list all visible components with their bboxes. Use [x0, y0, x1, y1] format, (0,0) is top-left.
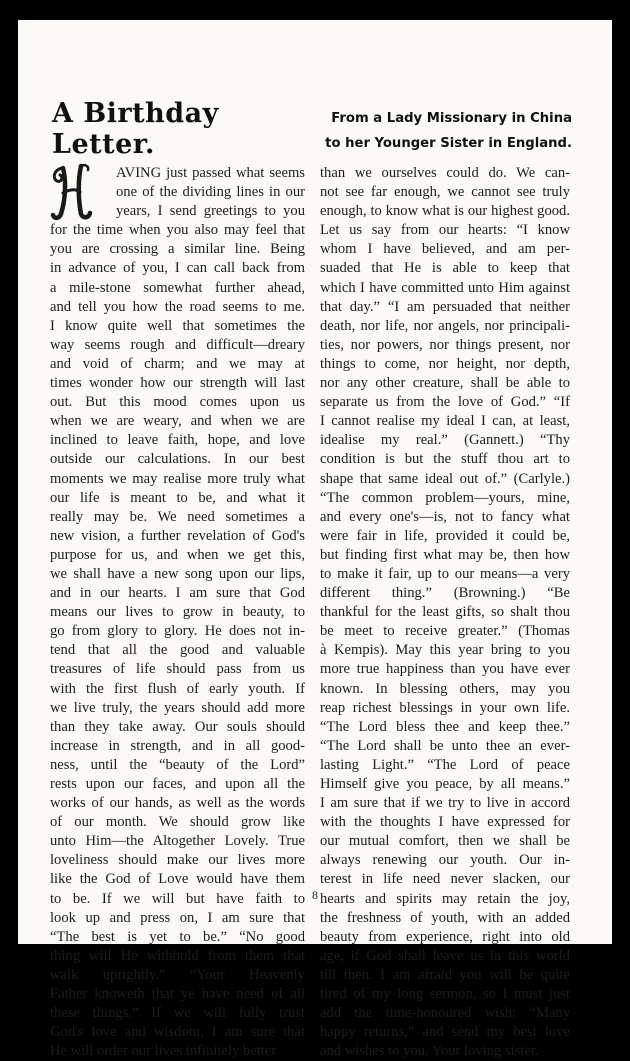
article-title	[52, 98, 282, 160]
left-column-line: loveliness should make our lives more	[50, 852, 305, 869]
left-column-line: like the God of Love would have them	[50, 871, 305, 888]
right-column-line: idealise my real.” (Gannett.) “Thy	[320, 432, 570, 449]
page-number: 8	[312, 888, 318, 902]
right-column-line: than we ourselves could do. We can-	[320, 165, 570, 181]
left-column-line: I know quite well that sometimes the	[50, 317, 305, 334]
left-column-line: years, I send greetings to you	[116, 203, 305, 220]
left-column-text	[50, 164, 305, 1061]
left-column-line: than they take away. Our souls should	[50, 718, 305, 735]
right-column-line: always renewing our youth. Our in-	[320, 852, 570, 869]
left-column-line: really may be. We need sometimes a	[50, 508, 305, 525]
subtitle-line-2: to her Younger Sister in England.	[325, 136, 572, 151]
right-column-line: and every one's—is, not to fancy what	[320, 508, 570, 525]
right-column-line: which I have committed unto Him against	[320, 279, 570, 296]
right-column-line: separate us from the love of God.” “If	[320, 394, 570, 411]
right-column-line: to make it fair, up to our means—a very	[320, 565, 570, 582]
left-column-line: look up and press on, I am sure that	[50, 909, 305, 926]
left-column-line: in advance of you, I can call back from	[50, 260, 305, 277]
right-column-line: à Kempis). May this year bring to you	[320, 642, 570, 659]
left-column-line: inclined to leave faith, hope, and love	[50, 432, 305, 449]
title-line-1: A Birthday	[52, 98, 219, 129]
right-column-line: whom I have believed, and am per-	[320, 241, 570, 258]
right-column-line: that day.” “I am persuaded that neither	[320, 298, 570, 315]
left-column-line: walk uprightly.” “Your Heavenly	[50, 966, 305, 983]
right-column-line: enough, to know what is our highest good.	[320, 203, 570, 220]
right-column-line: I cannot realise my ideal I can, at least,	[320, 413, 570, 430]
right-column-line: till then. I am afraid you will be quite	[320, 966, 570, 983]
left-column-line: God's love and wisdom, I am sure that	[50, 1024, 305, 1041]
right-column-line: with the thoughts I have expressed for	[320, 814, 570, 831]
right-column-line: Himself give you peace, by all means.”	[320, 776, 570, 792]
right-column-line: different thing.” (Browning.) “Be	[320, 585, 570, 602]
right-column-line: “The Lord shall be unto thee an ever-	[320, 737, 570, 754]
right-column-line: “The Lord bless thee and keep thee.”	[320, 718, 570, 735]
right-column-line: our mutual comfort, then we shall be	[320, 833, 570, 850]
left-column-line: rests upon our faces, and upon all the	[50, 776, 305, 792]
left-column-line: a mile-stone somewhat further ahead,	[50, 279, 305, 296]
right-column-line: but finding first what may be, then how	[320, 546, 570, 563]
right-column-line: death, nor life, nor angels, nor principali-	[320, 317, 570, 334]
left-column-line: new vision, a further revelation of God's	[50, 527, 305, 544]
left-column-line: to be. If we will but have faith to	[50, 890, 305, 907]
right-column-line: hearts and spirits may retain the joy,	[320, 890, 570, 907]
right-column-line: beauty from experience, right into old	[320, 928, 570, 945]
right-column-line: not see far enough, we cannot see truly	[320, 184, 570, 201]
right-column-line: shape that same ideal out of.” (Carlyle.)	[320, 470, 570, 487]
right-column-line: age, if God shall leave us in this world	[320, 947, 570, 964]
left-column-line: works of our hands, as well as the words	[50, 795, 305, 812]
left-column-line: purpose for us, and when we get this,	[50, 546, 305, 563]
right-column-line: lasting Light.” “The Lord of peace	[320, 756, 570, 773]
right-column-line: things to come, nor height, nor depth,	[320, 355, 570, 372]
right-column-line: I am sure that if we try to live in accord	[320, 795, 570, 812]
left-column-line: you are crossing a similar line. Being	[50, 241, 305, 258]
left-column-line: times wonder how our strength will last	[50, 375, 305, 392]
left-column-line: He will order our lives infinitely better	[50, 1043, 277, 1060]
right-column-line: ties, nor powers, nor things present, nor	[320, 336, 570, 353]
title-line-2: Letter.	[52, 129, 155, 160]
left-column-line: way seems rough and difficult—dreary	[50, 336, 305, 353]
right-column-line: nor any other creature, shall be able to	[320, 375, 570, 392]
left-column-line: moments we may realise more truly what	[50, 470, 305, 487]
right-column-line: happy returns,” and send my best love	[320, 1024, 570, 1041]
right-column-line: condition is but the stuff thou art to	[320, 451, 570, 468]
left-column-line: “The best is yet to be.” “No good	[50, 928, 305, 945]
left-column-line: and tell you how the road seems to me.	[50, 298, 305, 315]
left-column-line: tend that all the good and valuable	[50, 642, 305, 659]
right-column-line: suaded that He is able to keep that	[320, 260, 570, 277]
left-column-line: our life is meant to be, and what it	[50, 489, 305, 506]
subtitle-line-1: From a Lady Missionary in China	[331, 111, 572, 126]
left-column-line: we live truly, the years should add more	[50, 699, 305, 716]
left-column-line: one of the dividing lines in our	[116, 184, 305, 201]
right-column-line: Let us say from our hearts: “I know	[320, 222, 570, 239]
left-column-line: out. But this mood comes upon us	[50, 394, 305, 411]
left-column-line: and void of charm; and we may at	[50, 355, 305, 372]
left-column-line: means our lives to grow in beauty, to	[50, 604, 305, 621]
left-column-line: we shall have a new song upon our lips,	[50, 565, 305, 582]
right-column-line: be meet to receive greater.” (Thomas	[320, 623, 570, 640]
left-column-line: ness, until the “beauty of the Lord”	[50, 756, 305, 773]
right-column-line: “The common problem—yours, mine,	[320, 489, 570, 506]
right-column-line: known. In blessing others, may you	[320, 680, 570, 697]
left-column-line: when we are weary, and when we are	[50, 413, 305, 430]
right-column-line: and wishes to you. Your loving sister.	[320, 1043, 539, 1060]
left-column-line: with the first flush of early youth. If	[50, 680, 305, 697]
right-column-line: the freshness of youth, with an added	[320, 909, 570, 926]
right-column-line: more true happiness than you have ever	[320, 661, 570, 678]
left-column-line: increase in strength, and in all good-	[50, 737, 305, 754]
right-column-line: terest in life need never slacken, our	[320, 871, 570, 888]
right-column-line: reap richest blessings in your own life.	[320, 699, 570, 716]
left-column-line: thing will He withhold from them that	[50, 947, 305, 964]
left-column-line: these things.” If we will fully trust	[50, 1005, 305, 1022]
left-column-line: treasures of life should pass from us	[50, 661, 305, 678]
right-column-line: thankful for the least gifts, so shalt thou	[320, 604, 570, 621]
left-column-line: AVING just passed what seems	[116, 165, 305, 181]
left-column-line: and in our hearts. I am sure that God	[50, 585, 305, 602]
left-column-line: outside our calculations. In our best	[50, 451, 305, 468]
right-column-text	[320, 164, 570, 1061]
right-column-line: tired of my long sermon, so I must just	[320, 986, 570, 1003]
left-column-line: for the time when you also may feel that	[50, 222, 305, 239]
left-column-line: of our month. We should grow like	[50, 814, 305, 831]
left-column-line: Father knoweth that ye have need of all	[50, 986, 305, 1003]
page	[18, 20, 612, 1060]
right-column-line: add the time-honoured wish: “Many	[320, 1005, 570, 1022]
left-column-line: unto Him—the Altogether Lovely. True	[50, 833, 305, 850]
left-column-line: go from glory to glory. He does not in-	[50, 623, 305, 640]
article-subtitle	[310, 106, 572, 156]
right-column-line: were fair in life, provided it could be,	[320, 527, 570, 544]
